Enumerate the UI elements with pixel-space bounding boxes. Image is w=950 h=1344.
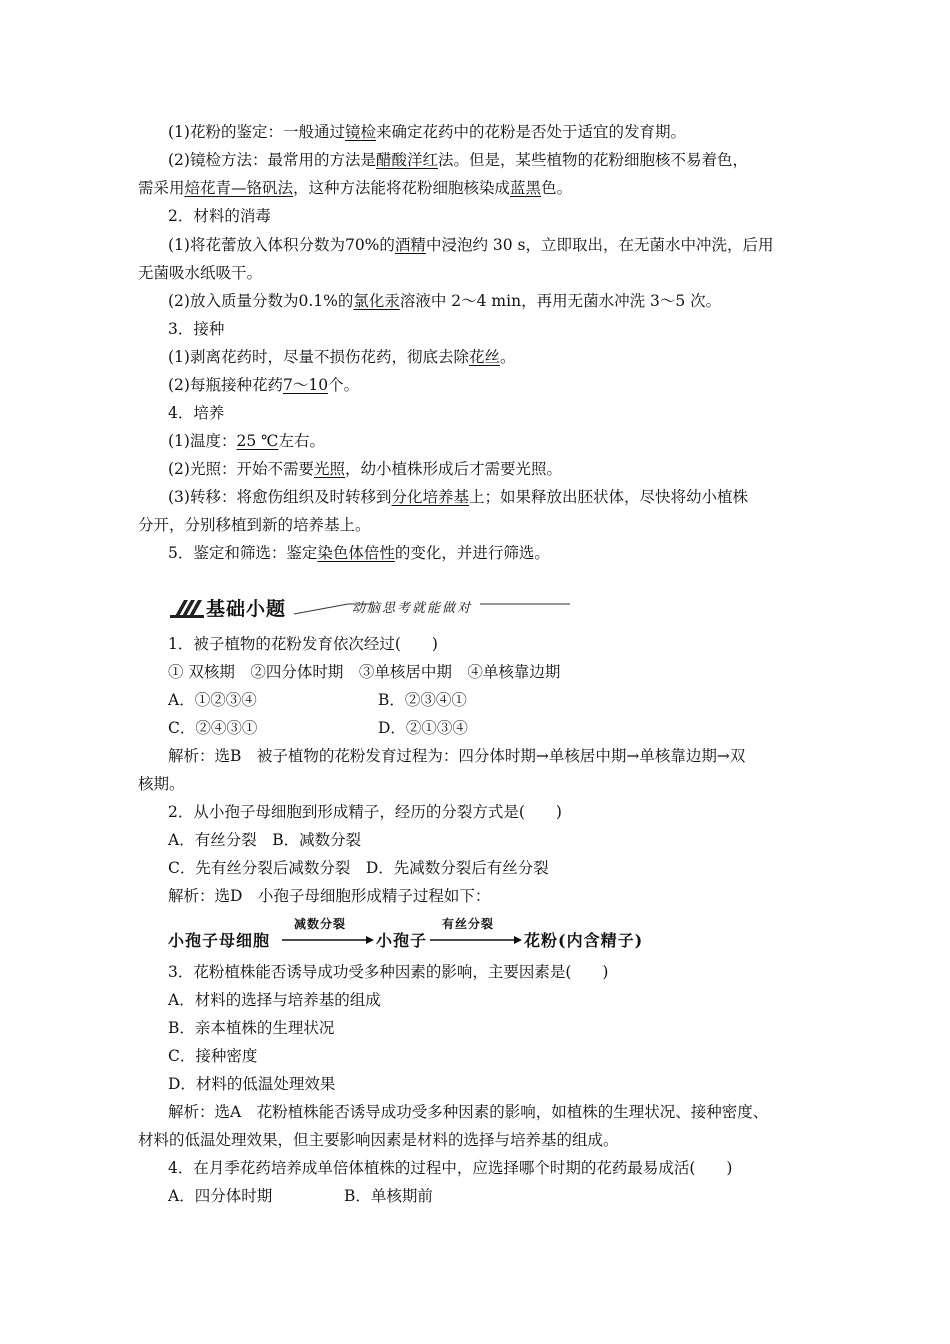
q3-option-a[interactable]: A．材料的选择与培养基的组成 <box>168 991 381 1009</box>
q2-options-ab[interactable]: A．有丝分裂 B．减数分裂 <box>168 831 362 849</box>
keyword-alcohol: 酒精 <box>394 236 426 254</box>
q4-option-a[interactable]: A．四分体时期 <box>168 1187 273 1205</box>
paragraph-transfer-cont: 分开，分别移植到新的培养基上。 <box>138 516 371 534</box>
q4-options-ab <box>168 1186 848 1206</box>
heading-inoculation: 3．接种 <box>168 320 225 338</box>
q3-answer-cont: 材料的低温处理效果，但主要影响因素是材料的选择与培养基的组成。 <box>138 1131 619 1149</box>
paragraph-anthers-per-bottle: (2)每瓶接种花药7～10个。 <box>168 376 360 394</box>
q1-option-b[interactable]: B．②③④① <box>378 691 467 709</box>
q2-options-cd[interactable]: C．先有丝分裂后减数分裂 D．先减数分裂后有丝分裂 <box>168 859 549 877</box>
keyword-light: 光照 <box>313 460 345 478</box>
flow-label-mitosis: 有丝分裂 <box>442 917 495 931</box>
q3-answer: 解析：选A 花粉植株能否诱导成功受多种因素的影响，如植株的生理状况、接种密度、 <box>168 1103 769 1121</box>
q2-answer: 解析：选D 小孢子母细胞形成精子过程如下： <box>168 887 491 905</box>
paragraph-transfer: (3)转移：将愈伤组织及时转移到分化培养基上；如果释放出胚状体，尽快将幼小植株 <box>168 488 748 506</box>
section-banner <box>170 594 550 620</box>
q1-stem: 1．被子植物的花粉发育依次经过( ) <box>168 635 438 653</box>
paragraph-temperature: (1)温度：25 ℃左右。 <box>168 432 325 450</box>
flow-label-meiosis: 减数分裂 <box>294 917 347 931</box>
q3-option-c[interactable]: C．接种密度 <box>168 1047 258 1065</box>
keyword-mercury-chloride: 氯化汞 <box>353 292 400 310</box>
banner-title: 基础小题 <box>206 598 287 620</box>
q3-option-b[interactable]: B．亲本植株的生理状况 <box>168 1019 335 1037</box>
paragraph-microscopy-method-cont: 需采用焙花青—铬矾法，这种方法能将花粉细胞核染成蓝黑色。 <box>138 179 573 197</box>
heading-disinfection: 2．材料的消毒 <box>168 207 271 225</box>
heading-culture: 4．培养 <box>168 404 225 422</box>
flow-arrow-1 <box>282 935 374 945</box>
paragraph-alcohol-soak: (1)将花蕾放入体积分数为70%的酒精中浸泡约 30 s，立即取出，在无菌水中冲洗，后用 <box>168 236 774 254</box>
stripes-icon <box>170 596 204 618</box>
paragraph-screening: 5．鉴定和筛选：鉴定染色体倍性的变化，并进行筛选。 <box>168 544 550 562</box>
flow-node-microspore-mother-cell: 小孢子母细胞 <box>168 931 271 950</box>
meiosis-flow-diagram <box>168 915 668 949</box>
flow-node-microspore: 小孢子 <box>376 931 428 950</box>
paragraph-microscopy-method: (2)镜检方法：最常用的方法是醋酸洋红法。但是，某些植物的花粉细胞核不易着色， <box>168 151 748 169</box>
paragraph-pollen-identification: (1)花粉的鉴定：一般通过镜检来确定花药中的花粉是否处于适宜的发育期。 <box>168 123 686 141</box>
keyword-count: 7～10 <box>282 376 329 394</box>
keyword-blue-black: 蓝黑 <box>510 179 542 197</box>
keyword-differentiation-medium: 分化培养基 <box>391 488 469 506</box>
q1-items: ① 双核期 ②四分体时期 ③单核居中期 ④单核靠边期 <box>168 663 561 681</box>
paragraph-anther-peeling: (1)剥离花药时，尽量不损伤花药，彻底去除花丝。 <box>168 348 516 366</box>
keyword-ploidy: 染色体倍性 <box>317 544 395 562</box>
q4-stem: 4．在月季花药培养成单倍体植株的过程中，应选择哪个时期的花药最易成活( ) <box>168 1159 733 1177</box>
q1-option-c[interactable]: C．②④③① <box>168 719 258 737</box>
banner-subtitle: 动脑思考就能做对 <box>352 601 473 616</box>
paragraph-mercury-chloride: (2)放入质量分数为0.1%的氯化汞溶液中 2～4 min，再用无菌水冲洗 3～5 次。 <box>168 292 722 310</box>
flow-node-pollen: 花粉(内含精子) <box>524 931 644 950</box>
q1-answer-cont: 核期。 <box>138 775 185 793</box>
q1-option-d[interactable]: D．②①③④ <box>378 719 468 737</box>
keyword-temperature: 25 ℃ <box>236 432 279 450</box>
q2-stem: 2．从小孢子母细胞到形成精子，经历的分裂方式是( ) <box>168 803 562 821</box>
paragraph-illumination: (2)光照：开始不需要光照，幼小植株形成后才需要光照。 <box>168 460 562 478</box>
paragraph-alcohol-soak-cont: 无菌吸水纸吸干。 <box>138 264 263 282</box>
q1-options-ab <box>168 690 848 710</box>
q1-option-a[interactable]: A．①②③④ <box>168 691 257 709</box>
q1-answer: 解析：选B 被子植物的花粉发育过程为：四分体时期→单核居中期→单核靠边期→双 <box>168 747 746 765</box>
q1-options-cd <box>168 718 848 738</box>
keyword-filament: 花丝 <box>468 348 500 366</box>
q4-option-b[interactable]: B．单核期前 <box>344 1187 433 1205</box>
keyword-acetocarmine: 醋酸洋红 <box>375 151 438 169</box>
q3-stem: 3．花粉植株能否诱导成功受多种因素的影响，主要因素是( ) <box>168 963 609 981</box>
banner-divider-right <box>480 602 570 608</box>
q3-option-d[interactable]: D．材料的低温处理效果 <box>168 1075 336 1093</box>
keyword-microscopy: 镜检 <box>344 123 376 141</box>
keyword-gallocyanin: 焙花青—铬矾法 <box>184 179 294 197</box>
flow-arrow-2 <box>430 935 522 945</box>
